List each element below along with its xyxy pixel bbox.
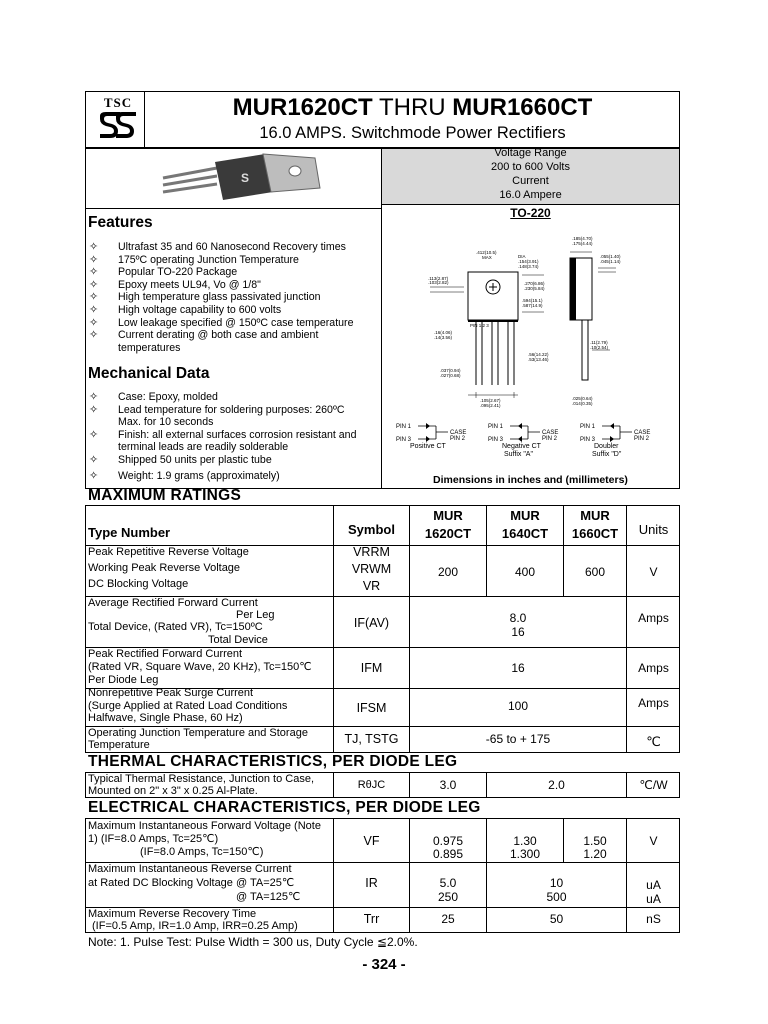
row-label: Per Leg [236, 609, 275, 621]
value: 5.0 [439, 876, 457, 890]
unit: Amps [638, 611, 669, 625]
features-list [89, 241, 379, 354]
symbol-rthjc: RθJC [357, 779, 386, 791]
row-label: Peak Rectified Forward Current [88, 648, 243, 660]
dim-label: .16(4.06) [434, 330, 453, 335]
case-label: CASE [542, 430, 559, 436]
value: 100 [507, 699, 529, 713]
symbol-vrwm: VRWM [351, 562, 392, 576]
feature-item: ✧ Current derating @ both case and ambient temperatures [89, 329, 319, 354]
summary-voltage-label: Voltage Range [494, 147, 567, 159]
unit: ℃ [646, 734, 661, 749]
symbol-vrrm: VRRM [353, 545, 390, 559]
mechanical-item: ✧ Case: Epoxy, molded [89, 391, 218, 403]
col-mur1640-b: 1640CT [501, 526, 549, 541]
unit: V [649, 834, 658, 848]
feature-item: ✧ Ultrafast 35 and 60 Nanosecond Recovery times [89, 241, 346, 253]
dim-label: .175(4.44) [572, 241, 593, 246]
row-label: Halfwave, Single Phase, 60 Hz) [88, 712, 243, 724]
col-mur1660-a: MUR [580, 508, 610, 523]
pin1-label: PIN 1 [396, 424, 412, 430]
value: 500 [546, 890, 567, 904]
max-ratings-heading: MAXIMUM RATINGS [88, 487, 242, 504]
symbol-ifm: IFM [360, 661, 383, 675]
feature-item: ✧ Low leakage specified @ 150ºC case temperature [89, 316, 354, 329]
row-label: Nonrepetitive Peak Surge Current [88, 687, 254, 699]
feature-item: ✧ Epoxy meets UL94, Vo @ 1/8" [89, 278, 261, 291]
row-label: DC Blocking Voltage [88, 578, 189, 590]
symbol-trr: Trr [363, 912, 380, 926]
value: 2.0 [548, 778, 565, 792]
mechanical-list [89, 391, 379, 482]
row-label: Typical Thermal Resistance, Junction to Case, [88, 773, 315, 785]
row-label: @ TA=125℃ [236, 891, 301, 903]
col-mur1640-a: MUR [510, 508, 540, 523]
dim-label: .113(2.87) [428, 276, 449, 281]
dim-label: .14(3.56) [434, 335, 453, 340]
logo-text: TSC [103, 95, 133, 110]
dim-label: .11(2.79) [590, 340, 608, 345]
value: 16 [511, 625, 525, 639]
package-name: TO-220 [510, 206, 551, 220]
schematic-doubler [580, 420, 670, 468]
pin2-label: PIN 2 [450, 436, 466, 442]
dim-label: .095(2.41) [480, 403, 501, 408]
dim-label: .587(14.9) [522, 303, 543, 308]
value: 25 [441, 912, 455, 926]
dim-label: .148(3.74) [518, 264, 539, 269]
pin3-label: PIN 3 [488, 437, 504, 442]
symbol-vf: VF [363, 834, 380, 848]
summary-current-value: 16.0 Ampere [499, 189, 562, 201]
dim-label: .53(13.46) [528, 357, 549, 362]
dim-label: .027(0.68) [440, 373, 461, 378]
value: 400 [514, 565, 536, 579]
schematic-name: Negative CT [502, 443, 541, 450]
dim-label: .045(1.14) [600, 259, 621, 264]
value: 1.30 [513, 834, 537, 848]
symbol-ifsm: IFSM [356, 701, 387, 715]
unit: V [649, 565, 658, 579]
schematic-name: Positive CT [410, 443, 446, 450]
dim-label: .055(1.40) [600, 254, 621, 259]
schematic-suffix: Suffix "D" [592, 451, 622, 458]
mechanical-item: ✧ Lead temperature for soldering purposes: 260ºC Max. for 10 seconds [89, 403, 345, 429]
value: 50 [549, 912, 564, 926]
unit: Amps [638, 696, 669, 710]
row-label: Working Peak Reverse Voltage [88, 562, 241, 574]
value: 10 [549, 876, 564, 890]
electrical-heading: ELECTRICAL CHARACTERISTICS, PER DIODE LEG [88, 799, 481, 816]
tsc-logo [96, 95, 140, 145]
unit: uA [646, 878, 661, 892]
mechanical-item: ✧ Finish: all external surfaces corrosion resistant and terminal leads are readily solderable [89, 428, 357, 454]
row-label: Total Device, (Rated VR), Tc=150ºC [88, 621, 263, 633]
dim-label: .230(5.84) [524, 286, 545, 291]
row-label: Maximum Instantaneous Reverse Current [88, 863, 292, 875]
dim-label: .270(6.86) [524, 281, 545, 286]
row-label: at Rated DC Blocking Voltage @ TA=25℃ [88, 877, 295, 889]
dim-label: .014(0.35) [572, 401, 593, 406]
pin3-label: PIN 3 [580, 437, 596, 442]
schematic-positive-ct [396, 420, 486, 460]
case-label: CASE [450, 430, 467, 436]
row-label: Per Diode Leg [88, 674, 159, 686]
symbol-ir: IR [365, 876, 378, 890]
row-label: Average Rectified Forward Current [88, 597, 258, 609]
dim-label: MAX [482, 255, 492, 260]
row-label: (IF=0.5 Amp, IR=1.0 Amp, IRR=0.25 Amp) [92, 920, 298, 932]
page-number: - 324 - [362, 956, 406, 973]
summary-current-label: Current [512, 175, 549, 187]
case-label: CASE [634, 430, 651, 436]
value: 3.0 [439, 778, 457, 792]
dim-label: .105(2.67) [480, 398, 501, 403]
col-type-number: Type Number [88, 525, 171, 540]
row-label: Operating Junction Temperature and Storage [88, 727, 308, 739]
feature-item: ✧ High temperature glass passivated junction [89, 291, 321, 304]
pin2-label: PIN 2 [634, 436, 650, 442]
to220-photo [155, 152, 335, 204]
dim-label: .154(3.91) [518, 259, 539, 264]
pin3-label: PIN 3 [396, 437, 412, 442]
value: 200 [437, 565, 459, 579]
value: 1.50 [583, 834, 607, 848]
svg-text:S: S [241, 171, 250, 185]
col-mur1620-b: 1620CT [424, 526, 472, 541]
value: -65 to + 175 [485, 732, 551, 746]
value: 1.20 [583, 847, 607, 861]
page-subtitle: 16.0 AMPS. Switchmode Power Rectifiers [259, 124, 566, 142]
dim-label: .594(15.1) [522, 298, 543, 303]
summary-voltage-value: 200 to 600 Volts [491, 161, 570, 173]
dimensions-caption: Dimensions in inches and (millimeters) [433, 474, 628, 486]
unit: ℃/W [639, 778, 668, 792]
thermal-heading: THERMAL CHARACTERISTICS, PER DIODE LEG [88, 753, 458, 770]
dim-label: .56(14.22) [528, 352, 549, 357]
dim-label: .103(2.82) [428, 280, 449, 285]
page-title: MUR1620CT THRU MUR1660CT [232, 94, 593, 121]
symbol-vr: VR [362, 579, 381, 593]
value: 0.975 [432, 834, 464, 848]
symbol-tj-tstg: TJ, TSTG [344, 732, 399, 746]
value: 250 [437, 890, 459, 904]
feature-item: ✧ Popular TO-220 Package [89, 266, 238, 279]
schematic-negative-ct [488, 420, 578, 468]
symbol-ifav: IF(AV) [353, 616, 390, 630]
feature-item: ✧ High voltage capability to 600 volts [89, 303, 282, 316]
row-label: Temperature [88, 739, 150, 751]
row-label: Mounted on 2" x 3" x 0.25 Al-Plate. [88, 785, 258, 797]
col-mur1620-a: MUR [433, 508, 463, 523]
mechanical-item: ✧ Shipped 50 units per plastic tube [89, 453, 272, 466]
mechanical-item: ✧ Weight: 1.9 grams (approximately) [89, 469, 280, 482]
row-label: Maximum Reverse Recovery Time [88, 908, 257, 920]
dim-label: .185(4.70) [572, 236, 593, 241]
value: 8.0 [509, 611, 527, 625]
row-label: Total Device [208, 634, 268, 646]
col-symbol: Symbol [348, 522, 395, 537]
dim-label: .037(0.94) [440, 368, 461, 373]
dim-label: .025(0.64) [572, 396, 593, 401]
pin2-label: PIN 2 [542, 436, 558, 442]
footnote: Note: 1. Pulse Test: Pulse Width = 300 us, Duty Cycle ≦2.0%. [88, 935, 418, 949]
row-label: (Surge Applied at Rated Load Conditions [88, 700, 288, 712]
col-mur1660-b: 1660CT [571, 526, 619, 541]
dim-label: DIA [518, 254, 526, 259]
value: 0.895 [432, 847, 464, 861]
value: 1.300 [509, 847, 541, 861]
mechanical-heading: Mechanical Data [88, 365, 210, 382]
unit: Amps [638, 661, 669, 675]
features-heading: Features [88, 214, 153, 231]
row-label: (Rated VR, Square Wave, 20 KHz), Tc=150℃ [88, 661, 312, 673]
row-label: Maximum Instantaneous Forward Voltage (Note [88, 820, 321, 832]
schematic-name: Doubler [594, 443, 619, 450]
value: 600 [584, 565, 606, 579]
value: 16 [511, 661, 525, 675]
unit: nS [646, 912, 661, 926]
dim-label: .10(2.54) [590, 345, 609, 350]
feature-item: ✧ 175ºC operating Junction Temperature [89, 253, 299, 266]
pin1-label: PIN 1 [580, 424, 596, 430]
unit: uA [646, 892, 661, 906]
schematic-suffix: Suffix "A" [504, 451, 533, 458]
dim-label: .412(10.5) [476, 250, 497, 255]
row-label: (IF=8.0 Amps, Tc=150℃) [140, 846, 264, 858]
col-units: Units [638, 522, 669, 537]
row-label: 1) (IF=8.0 Amps, Tc=25℃) [88, 833, 219, 845]
pin1-label: PIN 1 [488, 424, 504, 430]
row-label: Peak Repetitive Reverse Voltage [88, 546, 249, 558]
pin-number-label: PIN 1 2 3 [470, 323, 489, 328]
